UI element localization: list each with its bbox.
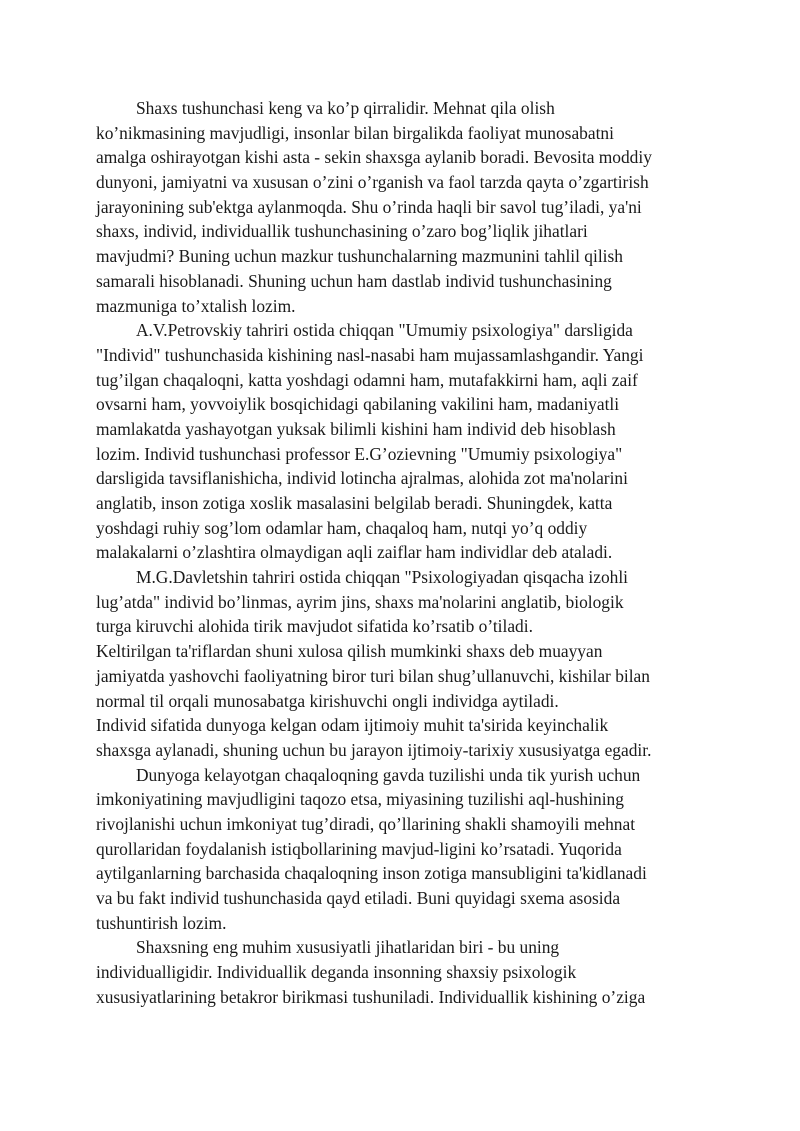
text-line: ko’nikmasining mavjudligi, insonlar bilan birgalikda faoliyat munosabatni [96, 122, 614, 143]
text-line: dunyoni, jamiyatni va xususan o’zini o’rganish va faol tarzda qayta o’zgartirish [96, 172, 649, 193]
text-line: amalga oshirayotgan kishi asta - sekin shaxsga aylanib boradi. Bevosita moddiy [96, 147, 652, 168]
text-line: rivojlanishi uchun imkoniyat tug’diradi, qo’llarining shakli shamoyili mehnat [96, 813, 636, 834]
text-line: lozim. Individ tushunchasi professor E.G’ozievning "Umumiy psixologiya" [96, 443, 623, 464]
text-line: tushuntirish lozim. [96, 912, 227, 933]
text-line: va bu fakt individ tushunchasida qayd etiladi. Buni quyidagi sxema asosida [96, 888, 621, 908]
text-line: mazmuniga to’xtalish lozim. [96, 295, 296, 316]
text-line: mamlakatda yashayotgan yuksak bilimli kishini ham individ deb hisoblash [96, 418, 616, 439]
text-line: tug’ilgan chaqaloqni, katta yoshdagi odamni ham, mutafakkirni ham, aqli zaif [96, 369, 638, 390]
text-line: Dunyoga kelayotgan chaqaloqning gavda tuzilishi unda tik yurish uchun [136, 764, 641, 785]
text-line: anglatib, inson zotiga xoslik masalasini belgilab beradi. Shuningdek, katta [96, 493, 613, 513]
text-line: Shaxs tushunchasi keng va ko’p qirralidir. Mehnat qila olish [136, 98, 555, 118]
text-line: lug’atda" individ bo’linmas, ayrim jins, shaxs ma'nolarini anglatib, biologik [96, 591, 624, 612]
text-line: shaxs, individ, individuallik tushunchasining o’zaro bog’liqlik jihatlari [96, 221, 588, 242]
text-line: jamiyatda yashovchi faoliyatning biror turi bilan shug’ullanuvchi, kishilar bilan [96, 665, 650, 686]
text-line: normal til orqali munosabatga kirishuvchi ongli individga aytiladi. [96, 690, 559, 711]
text-line: individualligidir. Individuallik deganda insonning shaxsiy psixologik [96, 962, 577, 983]
text-line: M.G.Davletshin tahriri ostida chiqqan "Psixologiyadan qisqacha izohli [136, 567, 629, 588]
body-text [96, 96, 706, 1009]
text-line: Shaxsning eng muhim xususiyatli jihatlaridan biri - bu uning [136, 937, 560, 958]
text-line: aytilganlarning barchasida chaqaloqning inson zotiga mansubligini ta'kidlanadi [96, 863, 647, 884]
text-line: Keltirilgan ta'riflardan shuni xulosa qilish mumkinki shaxs deb muayyan [96, 641, 603, 662]
text-line: qurollaridan foydalanish istiqbollarining mavjud-ligini ko’rsatadi. Yuqorida [96, 838, 622, 859]
text-line: "Individ" tushunchasida kishining nasl-nasabi ham mujassamlashgandir. Yangi [96, 344, 644, 365]
text-line: Individ sifatida dunyoga kelgan odam ijtimoiy muhit ta'sirida keyinchalik [96, 715, 609, 736]
text-line: A.V.Petrovskiy tahriri ostida chiqqan "Umumiy psixologiya" darsligida [136, 320, 633, 341]
text-line: mavjudmi? Buning uchun mazkur tushunchalarning mazmunini tahlil qilish [96, 246, 623, 267]
text-line: malakalarni o’zlashtira olmaydigan aqli zaiflar ham individlar deb ataladi. [96, 542, 613, 563]
text-line: jarayonining sub'ektga aylanmoqda. Shu o’rinda haqli bir savol tug’iladi, ya'ni [96, 196, 642, 217]
text-line: yoshdagi ruhiy sog’lom odamlar ham, chaqaloq ham, nutqi yo’q oddiy [96, 517, 588, 538]
text-line: imkoniyatining mavjudligini taqozo etsa, miyasining tuzilishi aql-hushining [96, 789, 624, 810]
text-line: samarali hisoblanadi. Shuning uchun ham dastlab individ tushunchasining [96, 270, 612, 291]
text-line: turga kiruvchi alohida tirik mavjudot sifatida ko’rsatib o’tiladi. [96, 616, 533, 637]
text-line: darsligida tavsiflanishicha, individ lotincha ajralmas, alohida zot ma'nolarini [96, 468, 628, 489]
text-line: shaxsga aylanadi, shuning uchun bu jarayon ijtimoiy-tarixiy xususiyatga egadir. [96, 739, 652, 760]
text-line: ovsarni ham, yovvoiylik bosqichidagi qabilaning vakilini ham, madaniyatli [96, 394, 620, 415]
text-line: xususiyatlarining betakror birikmasi tushuniladi. Individuallik kishining o’ziga [96, 986, 646, 1007]
